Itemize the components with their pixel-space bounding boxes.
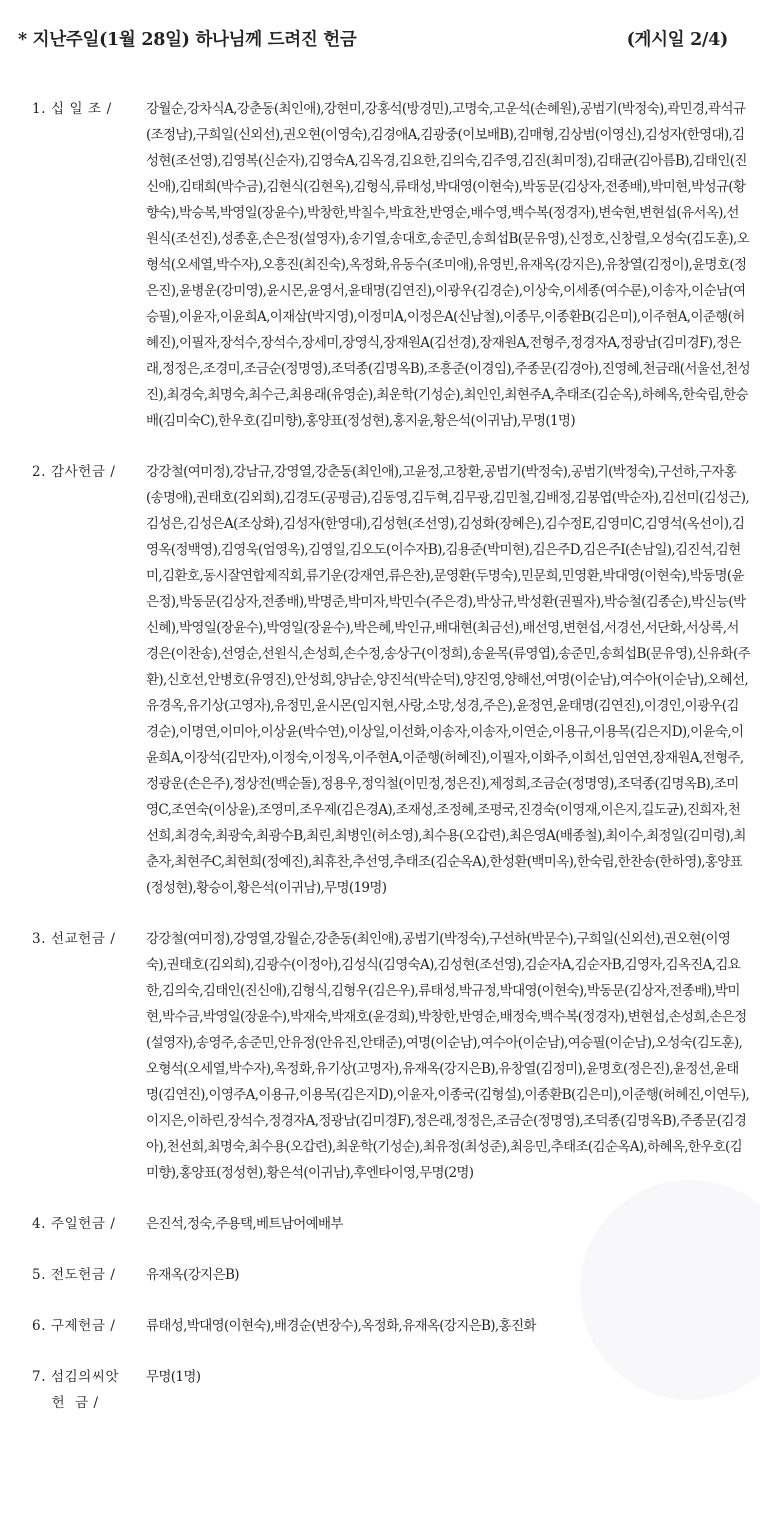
offering-entry-service-seed (0, 1364, 760, 1411)
entry-label: 4. 주일헌금 / (32, 1216, 116, 1232)
entry-label: 6. 구제헌금 / (32, 1318, 116, 1334)
offering-entry-thanksgiving (0, 459, 760, 901)
entry-label: 5. 전도헌금 / (32, 1267, 116, 1283)
entry-donors: 유재옥(강지은B) (146, 1267, 239, 1283)
entry-label: 3. 선교헌금 / (32, 931, 116, 947)
offering-header (18, 26, 738, 56)
offering-entry-tithe (0, 96, 760, 434)
page-title: * 지난주일(1월 28일) 하나님께 드려진 헌금 (18, 30, 357, 50)
entry-donors: 강강철(여미정),강남규,강영열,강춘동(최인애),고윤정,고창환,공범기(박정숙),공범기(박정숙),구선하,구자홍(송명애),권태호(김외희),김경도(공평금),김동영,김두혁,김무광,김민철,김배정,김봉엽(박순자),김선미(김성근),김성은,김성은A(조상화),김성자(한영대),김성현(조선영),김성화(장혜은),김수정E,김영미C,김영석(옥선이),김영옥(정백영),김영욱(엄영옥),김영일,김오도(이수자B),김용준(박미현),김은주D,김은주I(손남일),김진석,김현미,김환호,동시잘연합제직회,류기운(강재연,류은찬),문영환(두명숙),민문희,민영환,박대영(이현숙),박동명(윤은정),박동문(김상자,전종배),박명준,박미자,박민수(주은경),박상규,박성환(권필자),박승철(김종순),박신능(박신혜),박영일(장윤수),박영일(장윤수),박은혜,박인규,배대현(최금선),배선영,변현섭,서경선,서단화,서상록,서경은(이찬송),선영순,선원식,손성희,손수정,송상구(이정희),송윤목(류영엽),송준민,송희섭B(문유영),신유화(주환),신호선,안병호(유영진),안성희,양남순,양진석(박순덕),양진영,양해선,여명(이순남),여수아(이순남),오혜선,유경옥,유기상(고영자),유정민,윤시몬(임지현,사랑,소망,성경,주은),윤정연,윤태명(김연진),이경인,이광우(김경순),이명연,이미아,이상윤(박수연),이상일,이선화,이송자,이송자,이연순,이용규,이용목(김은지D),이윤숙,이윤희A,이장석(김만자),이정숙,이정옥,이주현A,이준행(허혜진),이필자,이화주,이희선,임연연,장재원A,전형주,정광운(손은주),정상전(백순돌),정용우,정익철(이민정,정은진),제정희,조금순(정명영),조덕종(김명옥B),조미영C,조연숙(이상윤),조영미,조우제(김은경A),조재성,조정혜,조평국,진경숙(이영재,이은지,길도균),진희자,천선희,최경숙,최광숙,최광수B,최린,최병인(허소영),최수용(오갑련),최은영A(배종철),최이수,최정일(김미령),최춘자,최현주C,최현희(정예진),최휴찬,추선영,추태조(김순옥A),한성환(백미옥),한숙림,한찬송(한하영),홍양표(정성현),황승이,황은석(이귀남),무명(19명) (146, 464, 751, 896)
entry-donors: 류태성,박대영(이현숙),배경순(변장수),옥정화,유재옥(강지은B),홍진화 (146, 1318, 536, 1334)
entry-donors: 은진석,정숙,주용택,베트남어예배부 (146, 1216, 343, 1232)
offering-entry-mission (0, 926, 760, 1186)
entry-donors: 무명(1명) (146, 1369, 201, 1385)
offering-entry-relief (0, 1313, 760, 1339)
entry-donors: 강월순,강차식A,강춘동(최인애),강현미,강홍석(방경민),고명숙,고운석(손혜원),공범기(박정숙),곽민경,곽석규(조정남),구희일(신외선),권오현(이영숙),김경애A,김광중(이보배B),김매형,김상범(이영신),김성자(한영대),김성현(조선영),김영복(신순자),김영숙A,김옥경,김요한,김의숙,김주영,김진(최미정),김태균(김아름B),김태인(진신애),김태희(박수금),김현식(김현옥),김형식,류태성,박대영(이현숙),박동문(김상자,전종배),박미현,박성규(황향숙),박승복,박영일(장윤수),박창한,박칠수,박효찬,반영순,배수영,백수복(정경자),변숙현,변현섭(유서옥),선원식(조선진),성종훈,손은정(설영자),송기열,송대호,송준민,송희섭B(문유영),신정호,신창렬,오성숙(김도훈),오형석(오세열,박수자),오흥진(최진숙),옥정화,유동수(조미애),유영빈,유재옥(강지은),유창열(김정이),윤명호(정은진),윤병운(강미영),윤시몬,윤영서,윤태명(김연진),이광우(김경순),이상숙,이세종(여수룬),이송자,이순남(여승필),이윤자,이윤희A,이재삼(박지영),이정미A,이정은A(신남철),이종무,이종환B(김은미),이주현A,이준행(허혜진),이필자,장석수,장석수,장세미,장영식,장재원A(김선경),장재원A,전형주,정경자A,정광남(김미경F),정은래,정정은,조경미,조금순(정명영),조덕종(김명옥B),조흥준(이경임),주종문(김경아),진영혜,천금래(서울선,천성진),최경숙,최명숙,최수근,최용래(유영순),최운학(기성순),최인인,최현주A,추태조(김순옥),하혜옥,한숙림,한승배(김미숙C),한우호(김미향),홍양표(정성현),홍지윤,황은석(이귀남),무명(1명) (146, 101, 751, 429)
entry-label: 2. 감사헌금 / (32, 464, 116, 480)
offering-list (0, 96, 760, 1415)
offering-entry-sunday (0, 1211, 760, 1237)
entry-label: 1. 십 일 조 / (32, 101, 112, 117)
entry-label: 7. 섬김의씨앗 헌 금 / (32, 1369, 120, 1411)
offering-entry-evangelism (0, 1262, 760, 1288)
entry-donors: 강강철(여미정),강영열,강월순,강춘동(최인애),공범기(박정숙),구선하(박문수),구희일(신외선),권오현(이영숙),권태호(김외희),김광수(이정아),김성식(김영숙A),김성현(조선영),김순자A,김순자B,김영자,김옥진A,김요한,김의숙,김태인(진신애),김형식,김형우(김은우),류태성,박규정,박대영(이현숙),박동문(김상자,전종배),박미현,박수금,박영일(장윤수),박재숙,박재호(윤경희),박창한,반영순,배정숙,백수복(정경자),변현섭,손성희,손은정(설영자),송영주,송준민,안유정(안유진,안태준),여명(이순남),여수아(이순남),여승필(이순남),오성숙(김도훈),오형석(오세열,박수자),옥정화,유기상(고명자),유재옥(강지은B),유창열(김정미),윤명호(정은진),윤정선,윤태명(김연진),이영주A,이용규,이용목(김은지D),이윤자,이종국(김형설),이종환B(김은미),이준행(허혜진,이연두),이지은,이하린,장석수,정경자A,정광남(김미경F),정은래,정정은,조금순(정명영),조덕종(김명옥B),주종문(김경아),천선희,최명숙,최수용(오갑련),최운학(기성순),최유정(최성준),최응민,추태조(김순옥A),하혜옥,한우호(김미향),홍양표(정성현),황은석(이귀남),후엔타이영,무명(2명) (146, 931, 750, 1181)
posted-date: (게시일 2/4) (626, 30, 728, 50)
